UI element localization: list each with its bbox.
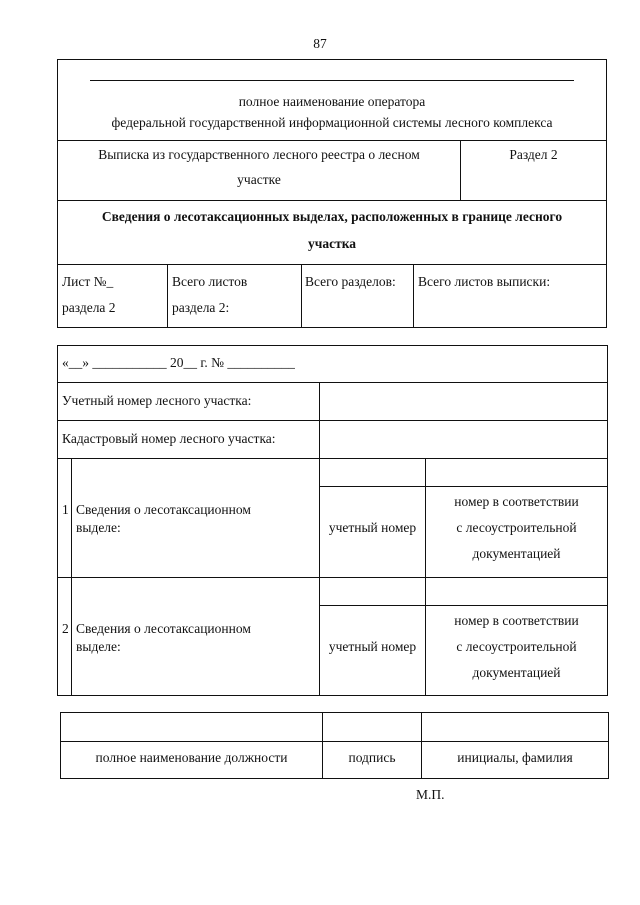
row-account-number: учетный номер: [328, 639, 417, 654]
info-title-line1: Сведения о лесотаксационных выделах, расположенных в границе лесного: [101, 209, 563, 224]
total-sheets-line2: раздела 2:: [172, 300, 230, 315]
row-number: 1: [62, 502, 69, 517]
page-number: 87: [313, 36, 327, 51]
row-doc-number-line3: документацией: [472, 665, 561, 680]
row-label-line2: выделе:: [76, 639, 121, 654]
total-extract-sheets: Всего листов выписки:: [418, 274, 551, 289]
name-caption: инициалы, фамилия: [457, 750, 573, 765]
stamp-label: М.П.: [416, 787, 445, 802]
info-title-line2: участка: [307, 236, 357, 251]
operator-caption-line1: полное наименование оператора: [238, 94, 426, 109]
section-label: Раздел 2: [509, 147, 558, 162]
row-label-line1: Сведения о лесотаксационном: [76, 502, 251, 517]
row-doc-number-line3: документацией: [472, 546, 561, 561]
account-number-label: Учетный номер лесного участка:: [62, 393, 252, 408]
position-caption: полное наименование должности: [95, 750, 288, 765]
row-label-line1: Сведения о лесотаксационном: [76, 621, 251, 636]
extract-title-line1: Выписка из государственного лесного реестра о лесном: [98, 147, 420, 162]
row-label-line2: выделе:: [76, 520, 121, 535]
row-doc-number-line2: с лесоустроительной: [456, 639, 577, 654]
extract-title-line2: участке: [237, 172, 281, 187]
row-doc-number-line1: номер в соответствии: [454, 613, 579, 628]
cadastral-number-label: Кадастровый номер лесного участка:: [62, 431, 276, 446]
row-account-number: учетный номер: [328, 520, 417, 535]
sheet-number-line2: раздела 2: [62, 300, 116, 315]
row-number: 2: [62, 621, 69, 636]
row-doc-number-line2: с лесоустроительной: [456, 520, 577, 535]
operator-name-line: [90, 80, 574, 81]
total-sections: Всего разделов:: [305, 274, 396, 289]
row-doc-number-line1: номер в соответствии: [454, 494, 579, 509]
total-sheets-line1: Всего листов: [172, 274, 248, 289]
sheet-number-line1: Лист №_: [62, 274, 114, 289]
date-number-line: «__» ___________ 20__ г. № __________: [62, 355, 295, 370]
operator-caption-line2: федеральной государственной информационной системы лесного комплекса: [111, 115, 553, 130]
signature-caption: подпись: [348, 750, 396, 765]
